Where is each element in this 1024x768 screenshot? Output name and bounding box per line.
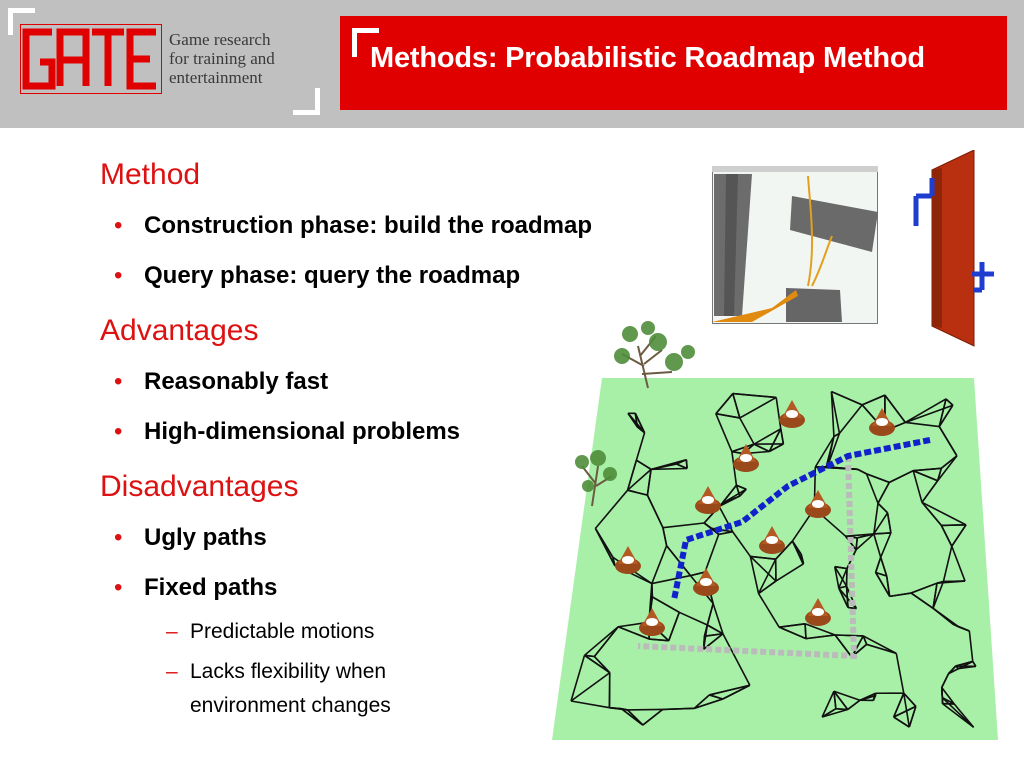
header-band bbox=[0, 0, 1024, 128]
logo-tagline bbox=[169, 30, 299, 87]
bullet-glyph: • bbox=[114, 262, 123, 289]
bullet-item bbox=[114, 418, 460, 446]
dash-glyph: – bbox=[166, 660, 178, 683]
bullet-text: High-dimensional problems bbox=[144, 418, 461, 445]
bullet-text: Reasonably fast bbox=[144, 368, 329, 395]
robot-arm-screenshot-image bbox=[712, 166, 878, 324]
bullet-glyph: • bbox=[114, 524, 123, 551]
bullet-item bbox=[114, 368, 328, 396]
bullet-text: Fixed paths bbox=[144, 574, 278, 601]
sub-bullet-item bbox=[166, 620, 374, 644]
heading-advantages: Advantages bbox=[100, 314, 259, 347]
logo-corner-bottom-right bbox=[293, 88, 320, 115]
bullet-item bbox=[114, 574, 277, 602]
bullet-item bbox=[114, 524, 267, 552]
sub-bullet-item bbox=[166, 660, 386, 684]
bullet-text: Construction phase: build the roadmap bbox=[144, 212, 593, 239]
gate-logo-icon bbox=[20, 24, 162, 94]
dash-glyph: – bbox=[166, 620, 178, 643]
bullet-glyph: • bbox=[114, 368, 123, 395]
bullet-text: Query phase: query the roadmap bbox=[144, 262, 521, 289]
sub-bullet-text-continuation: environment changes bbox=[190, 694, 391, 717]
heading-method: Method bbox=[100, 158, 201, 191]
bullet-glyph: • bbox=[114, 212, 123, 239]
bullet-text: Ugly paths bbox=[144, 524, 267, 551]
logo-tagline-line-3: entertainment bbox=[169, 68, 263, 87]
probabilistic-roadmap-image bbox=[552, 316, 1002, 744]
tree-icon bbox=[614, 321, 695, 388]
sub-bullet-text: Predictable motions bbox=[190, 620, 375, 643]
heading-disadvantages: Disadvantages bbox=[100, 470, 299, 503]
bullet-glyph: • bbox=[114, 418, 123, 445]
sub-bullet-text: Lacks flexibility when bbox=[190, 660, 387, 683]
bullet-glyph: • bbox=[114, 574, 123, 601]
bullet-item bbox=[114, 212, 592, 240]
bullet-item bbox=[114, 262, 520, 290]
logo-tagline-line-1: Game research bbox=[169, 30, 271, 49]
title-box bbox=[340, 16, 1007, 110]
logo-tagline-line-2: for training and bbox=[169, 49, 275, 68]
slide-title: Methods: Probabilistic Roadmap Method bbox=[370, 42, 925, 74]
